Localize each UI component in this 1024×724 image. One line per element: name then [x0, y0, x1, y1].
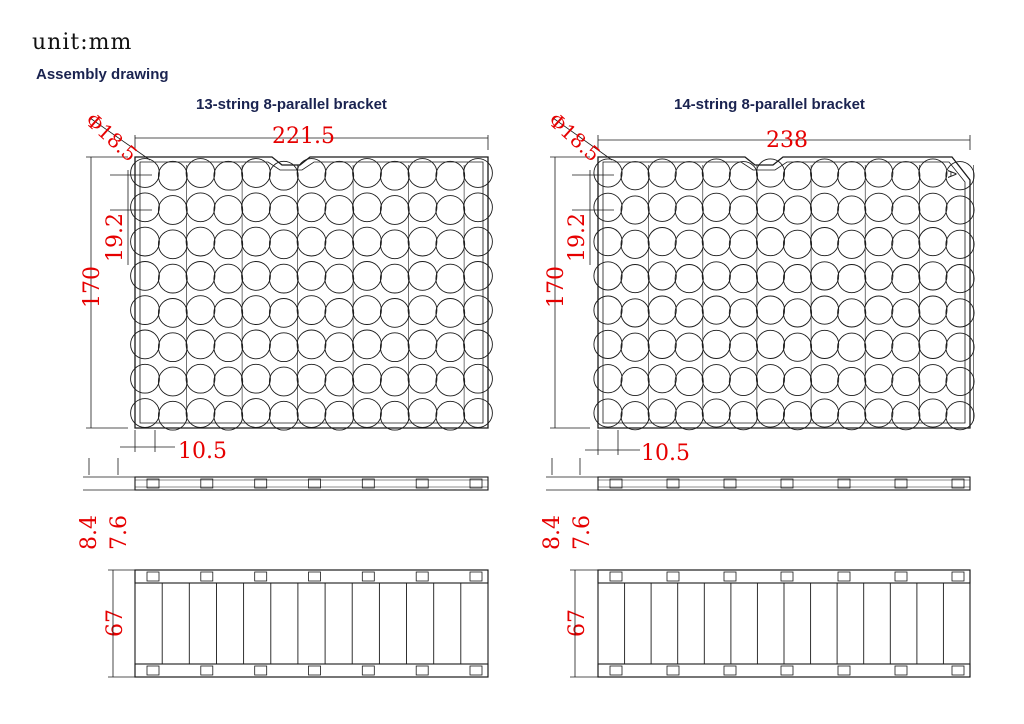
bracket-14s-top-dims — [550, 118, 970, 455]
side-tab — [362, 479, 374, 488]
side-tab — [724, 479, 736, 488]
cell-hole — [408, 296, 437, 325]
side-tab — [255, 479, 267, 488]
cell-hole — [648, 296, 676, 324]
cell-hole — [214, 230, 243, 259]
cell-hole — [436, 230, 465, 259]
cell-hole — [729, 230, 757, 258]
cell-hole — [729, 162, 757, 190]
cell-hole — [648, 365, 676, 393]
front-tab-top — [724, 572, 736, 581]
cell-hole — [380, 161, 409, 190]
cell-hole — [621, 162, 649, 190]
front-tab-top — [667, 572, 679, 581]
cell-hole — [756, 193, 784, 221]
cell-hole — [729, 196, 757, 224]
cell-hole — [325, 401, 354, 430]
cell-hole — [838, 333, 866, 361]
cell-hole — [811, 159, 839, 187]
bracket-14s-top-view — [594, 157, 974, 430]
cell-hole — [269, 299, 298, 328]
cell-hole — [892, 299, 920, 327]
cell-hole — [214, 333, 243, 362]
cell-hole — [919, 228, 947, 256]
front-tab-top — [838, 572, 850, 581]
side-tab — [201, 479, 213, 488]
cell-hole — [186, 296, 215, 325]
cell-hole — [648, 159, 676, 187]
bracket-13s-hole-dim: Φ18.5 — [80, 107, 142, 167]
cell-hole — [675, 230, 703, 258]
front-tab-bottom — [610, 666, 622, 675]
cell-hole — [436, 196, 465, 225]
cell-hole — [158, 230, 187, 259]
cell-hole — [353, 296, 382, 325]
front-tab-top — [470, 572, 482, 581]
cell-hole — [729, 402, 757, 430]
cell-hole — [838, 230, 866, 258]
front-tab-top — [416, 572, 428, 581]
cell-hole — [621, 367, 649, 395]
cell-hole — [325, 367, 354, 396]
cell-hole — [186, 227, 215, 256]
cell-hole — [269, 264, 298, 293]
cell-hole — [838, 402, 866, 430]
assembly-drawing-label: Assembly drawing — [36, 66, 169, 83]
cell-hole — [892, 367, 920, 395]
cell-hole — [783, 265, 811, 293]
cell-hole — [380, 196, 409, 225]
cell-hole — [865, 228, 893, 256]
cell-hole — [158, 196, 187, 225]
cell-hole — [838, 299, 866, 327]
cell-hole — [675, 333, 703, 361]
cell-hole — [919, 330, 947, 358]
cell-hole — [675, 265, 703, 293]
cell-hole — [297, 193, 326, 222]
cell-hole — [353, 193, 382, 222]
front-tab-bottom — [667, 666, 679, 675]
bracket-14s-front-view — [570, 570, 970, 677]
cell-hole — [729, 333, 757, 361]
side-tab — [309, 479, 321, 488]
side-tab — [895, 479, 907, 488]
cell-hole — [648, 193, 676, 221]
cell-hole — [783, 299, 811, 327]
cell-hole — [158, 161, 187, 190]
side-tab — [610, 479, 622, 488]
bracket-14s-side-view — [546, 458, 970, 490]
bracket-14s-corner-mark: A — [945, 170, 959, 179]
cell-hole — [675, 367, 703, 395]
cell-hole — [811, 228, 839, 256]
cell-hole — [675, 299, 703, 327]
side-tab — [470, 479, 482, 488]
cell-hole — [892, 333, 920, 361]
cell-hole — [214, 367, 243, 396]
cell-hole — [892, 162, 920, 190]
cell-hole — [729, 299, 757, 327]
bracket-13s-thick-outer-dim: 8.4 — [77, 515, 102, 550]
cell-hole — [783, 196, 811, 224]
cell-hole — [756, 228, 784, 256]
cell-hole — [436, 264, 465, 293]
cell-hole — [729, 265, 757, 293]
cell-hole — [702, 193, 730, 221]
cell-hole — [621, 299, 649, 327]
cell-hole — [892, 196, 920, 224]
cell-hole — [811, 365, 839, 393]
front-tab-bottom — [362, 666, 374, 675]
cell-hole — [353, 227, 382, 256]
cell-hole — [892, 265, 920, 293]
cell-hole — [838, 265, 866, 293]
cell-hole — [621, 230, 649, 258]
cell-hole — [380, 367, 409, 396]
cell-hole — [756, 365, 784, 393]
cell-hole — [325, 264, 354, 293]
cell-hole — [242, 330, 271, 359]
bracket-14s-hole-dim: Φ18.5 — [543, 107, 605, 167]
cell-hole — [380, 230, 409, 259]
cell-hole — [408, 227, 437, 256]
bracket-13s-depth-dim: 67 — [103, 609, 128, 637]
side-tab — [781, 479, 793, 488]
cell-hole — [186, 330, 215, 359]
cell-hole — [865, 365, 893, 393]
cell-hole — [269, 230, 298, 259]
cell-hole — [242, 262, 271, 291]
side-tab — [667, 479, 679, 488]
cell-hole — [436, 299, 465, 328]
cell-hole — [919, 159, 947, 187]
front-tab-bottom — [781, 666, 793, 675]
cell-hole — [353, 159, 382, 188]
cell-hole — [186, 193, 215, 222]
cell-hole — [297, 296, 326, 325]
cell-hole — [865, 330, 893, 358]
bracket-14s-thick-inner-dim: 7.6 — [570, 515, 595, 550]
cell-hole — [380, 401, 409, 430]
cell-hole — [811, 330, 839, 358]
cell-hole — [297, 330, 326, 359]
cell-hole — [919, 193, 947, 221]
cell-hole — [702, 228, 730, 256]
cell-hole — [838, 367, 866, 395]
cell-hole — [269, 196, 298, 225]
cell-hole — [408, 262, 437, 291]
cell-hole — [297, 227, 326, 256]
front-tab-top — [309, 572, 321, 581]
cell-hole — [325, 161, 354, 190]
bracket-13s-top-view — [131, 157, 493, 430]
cell-hole — [186, 159, 215, 188]
cell-hole — [675, 402, 703, 430]
front-tab-top — [895, 572, 907, 581]
cell-hole — [325, 299, 354, 328]
bracket-13s-height-dim: 170 — [80, 266, 105, 308]
cell-hole — [648, 262, 676, 290]
cell-hole — [702, 296, 730, 324]
bracket-14s-thick-outer-dim: 8.4 — [540, 515, 565, 550]
cell-hole — [648, 228, 676, 256]
cell-hole — [729, 367, 757, 395]
cell-hole — [919, 262, 947, 290]
cell-hole — [702, 159, 730, 187]
front-tab-bottom — [255, 666, 267, 675]
front-tab-bottom — [147, 666, 159, 675]
cell-hole — [838, 196, 866, 224]
cell-hole — [214, 299, 243, 328]
cell-hole — [892, 402, 920, 430]
cell-hole — [242, 296, 271, 325]
front-tab-top — [255, 572, 267, 581]
cell-hole — [408, 193, 437, 222]
cell-hole — [353, 330, 382, 359]
bracket-13s-pitch-dim: 19.2 — [103, 213, 128, 262]
cell-hole — [621, 333, 649, 361]
cell-hole — [380, 299, 409, 328]
cell-hole — [756, 296, 784, 324]
cell-hole — [621, 402, 649, 430]
cell-hole — [158, 367, 187, 396]
cell-hole — [783, 367, 811, 395]
bracket-14s-width-dim: 238 — [766, 128, 808, 153]
front-tab-bottom — [895, 666, 907, 675]
cell-hole — [214, 264, 243, 293]
cell-hole — [158, 333, 187, 362]
cell-hole — [380, 333, 409, 362]
cell-hole — [297, 364, 326, 393]
cell-hole — [811, 193, 839, 221]
cell-hole — [269, 367, 298, 396]
bracket-13s-front-view — [108, 570, 488, 677]
cell-hole — [621, 196, 649, 224]
cell-hole — [436, 161, 465, 190]
cell-hole — [269, 333, 298, 362]
bracket-14s-title: 14-string 8-parallel bracket — [674, 96, 865, 113]
cell-hole — [158, 401, 187, 430]
cell-hole — [436, 367, 465, 396]
cell-hole — [408, 330, 437, 359]
front-tab-top — [952, 572, 964, 581]
front-tab-top — [610, 572, 622, 581]
cell-hole — [702, 365, 730, 393]
cell-hole — [242, 193, 271, 222]
cell-hole — [158, 264, 187, 293]
cell-hole — [380, 264, 409, 293]
bracket-14s-pitch-dim: 19.2 — [565, 213, 590, 262]
front-tab-top — [201, 572, 213, 581]
front-tab-bottom — [309, 666, 321, 675]
front-tab-bottom — [201, 666, 213, 675]
cell-hole — [325, 196, 354, 225]
cell-hole — [325, 230, 354, 259]
cell-hole — [436, 333, 465, 362]
cell-hole — [297, 262, 326, 291]
cell-hole — [408, 159, 437, 188]
unit-label: unit:mm — [32, 30, 133, 55]
cell-hole — [783, 333, 811, 361]
cell-hole — [353, 262, 382, 291]
cell-hole — [242, 227, 271, 256]
cell-hole — [186, 262, 215, 291]
cell-hole — [186, 364, 215, 393]
bracket-13s-side-view — [83, 458, 488, 490]
cell-hole — [214, 196, 243, 225]
bracket-13s-edge-dim: 10.5 — [178, 439, 227, 464]
bracket-13s-drawing — [77, 108, 492, 677]
cell-hole — [838, 162, 866, 190]
front-tab-bottom — [952, 666, 964, 675]
bracket-14s-height-dim: 170 — [544, 266, 569, 308]
cell-hole — [783, 402, 811, 430]
bracket-14s-edge-dim: 10.5 — [641, 441, 690, 466]
cell-hole — [811, 262, 839, 290]
cell-hole — [436, 401, 465, 430]
cell-hole — [756, 262, 784, 290]
cell-hole — [865, 159, 893, 187]
cell-hole — [756, 159, 784, 187]
side-tab — [147, 479, 159, 488]
cell-hole — [756, 330, 784, 358]
bracket-13s-title: 13-string 8-parallel bracket — [196, 96, 387, 113]
cell-hole — [158, 299, 187, 328]
cell-hole — [783, 230, 811, 258]
bracket-14s-drawing — [540, 108, 974, 677]
cell-hole — [783, 162, 811, 190]
cell-hole — [892, 230, 920, 258]
cell-hole — [408, 364, 437, 393]
front-tab-bottom — [838, 666, 850, 675]
cell-hole — [269, 401, 298, 430]
front-tab-bottom — [724, 666, 736, 675]
front-tab-bottom — [470, 666, 482, 675]
side-tab — [952, 479, 964, 488]
side-tab — [838, 479, 850, 488]
cell-hole — [621, 265, 649, 293]
cell-hole — [242, 364, 271, 393]
front-tab-top — [362, 572, 374, 581]
front-tab-top — [147, 572, 159, 581]
cell-hole — [242, 159, 271, 188]
cell-hole — [702, 330, 730, 358]
cell-hole — [865, 193, 893, 221]
cell-hole — [702, 262, 730, 290]
cell-hole — [919, 296, 947, 324]
cell-hole — [325, 333, 354, 362]
bracket-14s-depth-dim: 67 — [565, 609, 590, 637]
side-tab — [416, 479, 428, 488]
cell-hole — [919, 365, 947, 393]
cell-hole — [865, 296, 893, 324]
front-tab-bottom — [416, 666, 428, 675]
cell-hole — [675, 196, 703, 224]
cell-hole — [675, 162, 703, 190]
front-tab-top — [781, 572, 793, 581]
cell-hole — [297, 159, 326, 188]
bracket-13s-width-dim: 221.5 — [272, 124, 335, 149]
cell-hole — [865, 262, 893, 290]
cell-hole — [214, 401, 243, 430]
cell-hole — [648, 330, 676, 358]
cell-hole — [214, 161, 243, 190]
cell-hole — [353, 364, 382, 393]
cell-hole — [811, 296, 839, 324]
bracket-13s-thick-inner-dim: 7.6 — [107, 515, 132, 550]
